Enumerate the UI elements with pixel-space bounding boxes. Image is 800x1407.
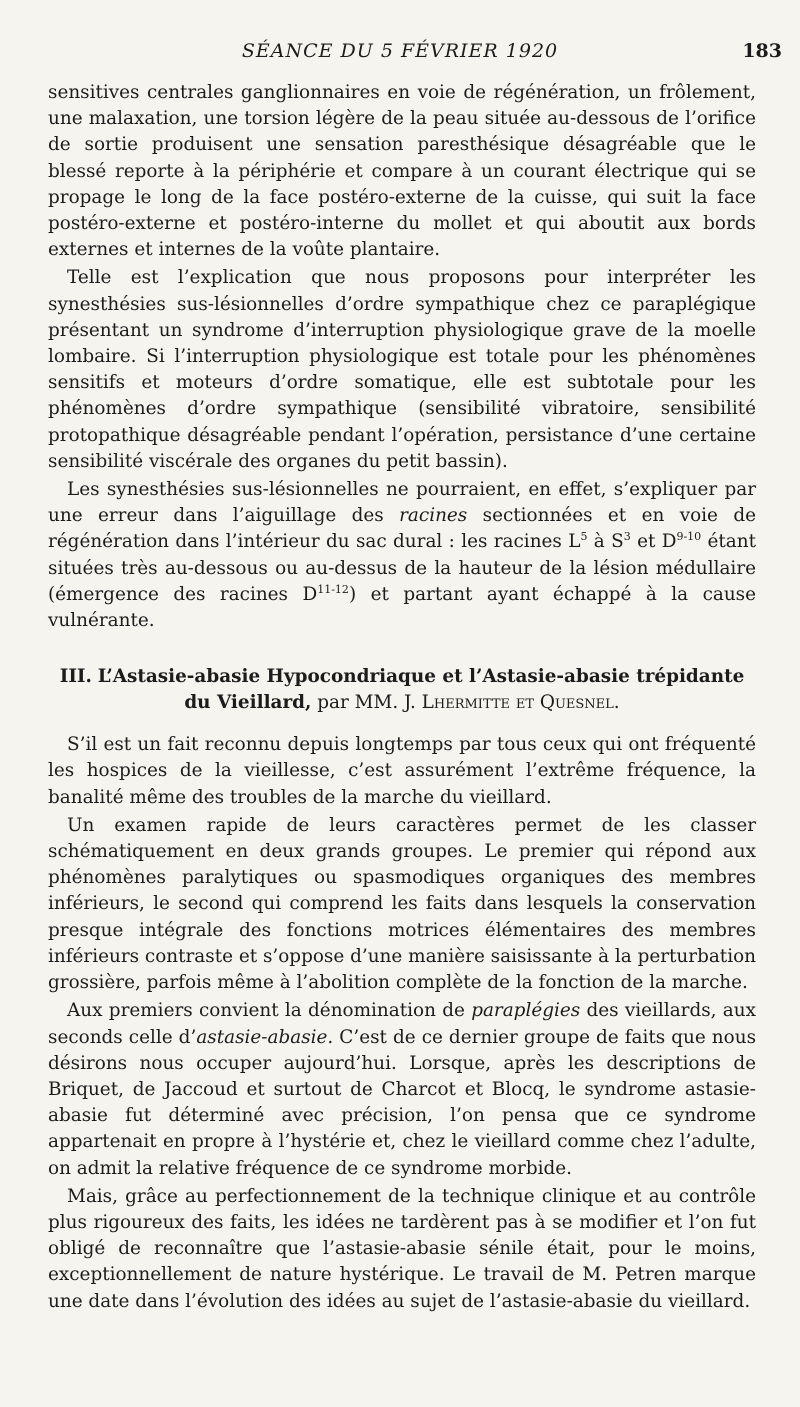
section-par: par MM. J. (317, 692, 416, 714)
superscript: 5 (580, 530, 588, 544)
paragraph-1: sensitives centrales ganglionnaires en voie de régénération, un frôlement, une malaxation, une torsion légère de la peau située au-dessous de l’orifice de sortie produisent une sensation paresthésique désagréable que le blessé reporte à la périphérie et compare à un courant électrique qui se propage le long de la face postéro-externe de la cuisse, qui suit la face postéro-externe et postéro-interne du mollet et qui aboutit aux bords externes et internes de la voûte plantaire. (48, 82, 756, 261)
paragraph-4: S’il est un fait reconnu depuis longtemps par tous ceux qui ont fréquenté les hospices de la vieillesse, c’est assurément l’extrême fréquence, la banalité même des troubles de la marche du vieillard. (48, 734, 756, 808)
text-run: des vieillards, aux seconds celle d’ (48, 1000, 756, 1048)
paragraph-3 (48, 477, 756, 634)
text-run: et D (630, 531, 677, 553)
superscript: 3 (623, 530, 631, 544)
section-number: III. (59, 666, 92, 688)
section-heading (48, 664, 756, 716)
superscript: 9-10 (676, 530, 702, 544)
text-run: ) et partant ayant échappé à la cause vulnérante. (48, 583, 757, 632)
paragraph-7: Mais, grâce au perfectionnement de la technique clinique et au contrôle plus rigoureux des faits, les idées ne tardèrent pas à se modifier et l’on fut obligé de reconnaître que l’astasie-abasie sénile était, pour le moins, exceptionnellement de nature hystérique. Le travail de M. Petren marque une date dans l’évolution des idées au sujet de l’astasie-abasie du vieillard. (48, 1185, 756, 1312)
emphasis-paraplegies: paraplégies (471, 1000, 581, 1022)
page-number: 183 (742, 40, 782, 62)
superscript: 11-12 (317, 582, 349, 596)
section-authors: Lhermitte et Quesnel. (421, 692, 620, 714)
text-run: Aux premiers convient la dénomination de (67, 1000, 472, 1022)
running-header (0, 40, 800, 66)
emphasis-racines: racines (399, 505, 468, 527)
section-title: L’Astasie-abasie Hypocondriaque et l’Astasie-abasie trépidante du Vieillard, (97, 666, 745, 714)
text-run: Les synesthésies sus-lésionnelles ne pourraient, en effet, s’expliquer par une erreur dans l’aiguillage des (48, 479, 756, 527)
paragraph-5: Un examen rapide de leurs caractères permet de les classer schématiquement en deux grands groupes. Le premier qui répond aux phénomènes paralytiques ou spasmodiques organiques des membres inférieurs, le second qui comprend les faits dans lesquels la conservation presque intégrale des fonctions motrices élémentaires des membres inférieurs contraste et s’oppose d’une manière saisissante à la perturbation grossière, parfois même à l’abolition complète de la fonction de la marche. (48, 814, 756, 994)
paragraph-2: Telle est l’explication que nous proposons pour interpréter les synesthésies sus-lésionnelles d’ordre sympathique chez ce paraplégique présentant un syndrome d’interruption physiologique grave de la moelle lombaire. Si l’interruption physiologique est totale pour les phénomènes sensitifs et moteurs d’ordre somatique, elle est subtotale pour les phénomènes d’ordre sympathique (sensibilité vibratoire, sensibilité protopathique désagréable pendant l’opération, persistance d’une certaine sensibilité viscérale des organes du petit bassin). (48, 267, 756, 472)
text-run: sectionnées et en voie de régénération dans l’intérieur du sac dural : les racines L (48, 505, 756, 553)
emphasis-astasie-abasie: astasie-abasie. (196, 1026, 334, 1048)
text-run: à S (587, 531, 624, 553)
running-title: SÉANCE DU 5 FÉVRIER 1920 (241, 40, 559, 62)
text-run: étant situées très au-dessous ou au-dessus de la hauteur de la lésion médullaire (émergence des racines D (48, 531, 756, 605)
paragraph-6 (48, 998, 756, 1181)
text-run: C’est de ce dernier groupe de faits que nous désirons nous occuper aujourd’hui. Lorsque, après les descriptions de Briquet, de Jaccoud et surtout de Charcot et Blocq, le syndrome astasie-abasie fut déterminé avec précision, l’on pensa que ce syndrome appartenait en propre à l’hystérie et, chez le vieillard comme chez l’adulte, on admit la relative fréquence de ce syndrome morbide. (48, 1026, 757, 1179)
body-text (48, 80, 756, 1317)
